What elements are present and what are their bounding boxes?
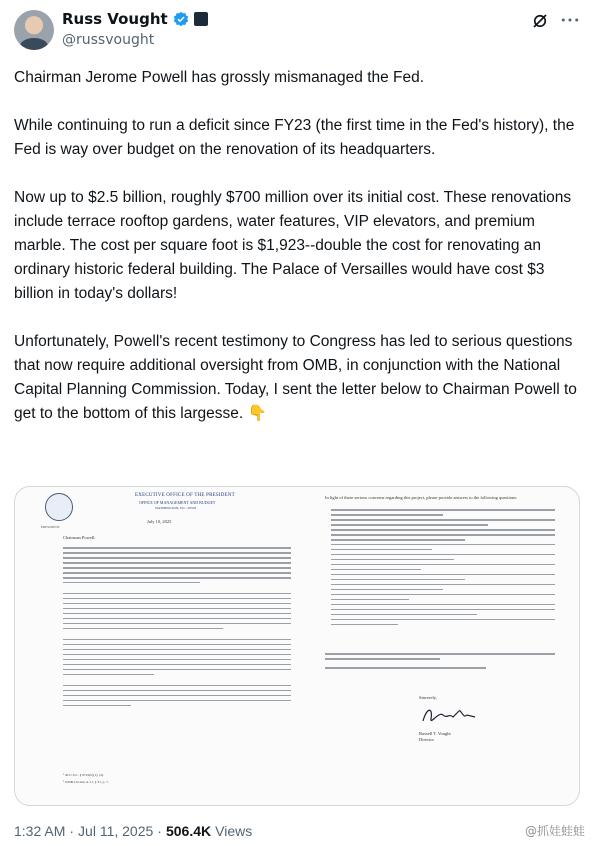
tweet-paragraph: Now up to $2.5 billion, roughly $700 million over its initial cost. These renovations include terrace rooftop gardens, water features, VIP elevators, and premium marble. The cost per square foot is $1,923--double the cost for renovating an ordinary historic federal building. The Palace of Versailles would have cost $3 billion in today's dollars! <box>14 189 572 302</box>
letter-closing-paragraph <box>325 653 555 672</box>
letterhead-agency: OFFICE OF MANAGEMENT AND BUDGET <box>139 500 216 505</box>
tweet-header <box>14 10 579 54</box>
handle[interactable]: @russvought <box>62 32 155 48</box>
display-name[interactable]: Russ Vought <box>62 10 168 28</box>
letter-salutation: Chairman Powell: <box>63 535 96 540</box>
more-options-icon[interactable] <box>561 16 579 24</box>
tweet-text <box>14 66 582 426</box>
tweet-date[interactable]: Jul 11, 2025 <box>78 823 154 839</box>
letter-right-intro: In light of these serious concerns regarding this project, please provide answers to the following questions: <box>325 495 518 500</box>
views-count: 506.4K <box>165 823 212 839</box>
watermark: @抓娃蛙蛙 <box>524 824 585 838</box>
views-label: Views <box>215 823 253 839</box>
attached-letter-image[interactable] <box>14 486 580 806</box>
government-affiliation-icon[interactable] <box>194 12 208 26</box>
verified-badge-icon[interactable] <box>173 11 189 27</box>
seal-caption: PRESIDENT <box>41 525 60 529</box>
separator: · <box>69 823 75 839</box>
letter-date: July 10, 2025 <box>147 519 172 524</box>
letter-questions-list <box>331 509 555 629</box>
letter-footnote: ² OMB Circular A-11, § 31, p. 7. <box>63 780 109 784</box>
avatar[interactable] <box>14 10 54 50</box>
tweet-paragraph: While continuing to run a deficit since FY23 (the first time in the Fed's history), the Fed is way over budget on the renovation of its headquarters. <box>14 117 575 158</box>
tweet-time[interactable]: 1:32 AM <box>14 823 66 839</box>
avatar-shirt <box>20 38 48 50</box>
tweet-paragraph: Chairman Jerome Powell has grossly mismanaged the Fed. <box>14 69 425 86</box>
tweet-metadata <box>14 823 252 839</box>
letter-closing: Sincerely, <box>419 695 437 700</box>
letter-left-body <box>63 547 291 710</box>
name-row <box>62 10 208 28</box>
letter-document <box>15 487 579 805</box>
letterhead-office: EXECUTIVE OFFICE OF THE PRESIDENT <box>135 493 235 498</box>
signer-name: Russell T. Vought <box>419 731 451 736</box>
signer-title: Director <box>419 737 434 742</box>
letter-footnote: ¹ 40 U.S.C. § 8722(b)(1), (d). <box>63 773 105 777</box>
letterhead-address: WASHINGTON, D.C. 20503 <box>155 506 197 510</box>
presidential-seal-icon <box>45 493 73 521</box>
tweet-paragraph: Unfortunately, Powell's recent testimony to Congress has led to serious questions that now require additional oversight from OMB, in conjunction with the National Capital Planning Commission. Today, I sent the letter below to Chairman Powell to get to the bottom of this largesse. 👇 <box>14 333 577 422</box>
grok-icon[interactable] <box>531 12 549 30</box>
signature-icon <box>419 705 479 727</box>
separator: · <box>157 823 162 839</box>
